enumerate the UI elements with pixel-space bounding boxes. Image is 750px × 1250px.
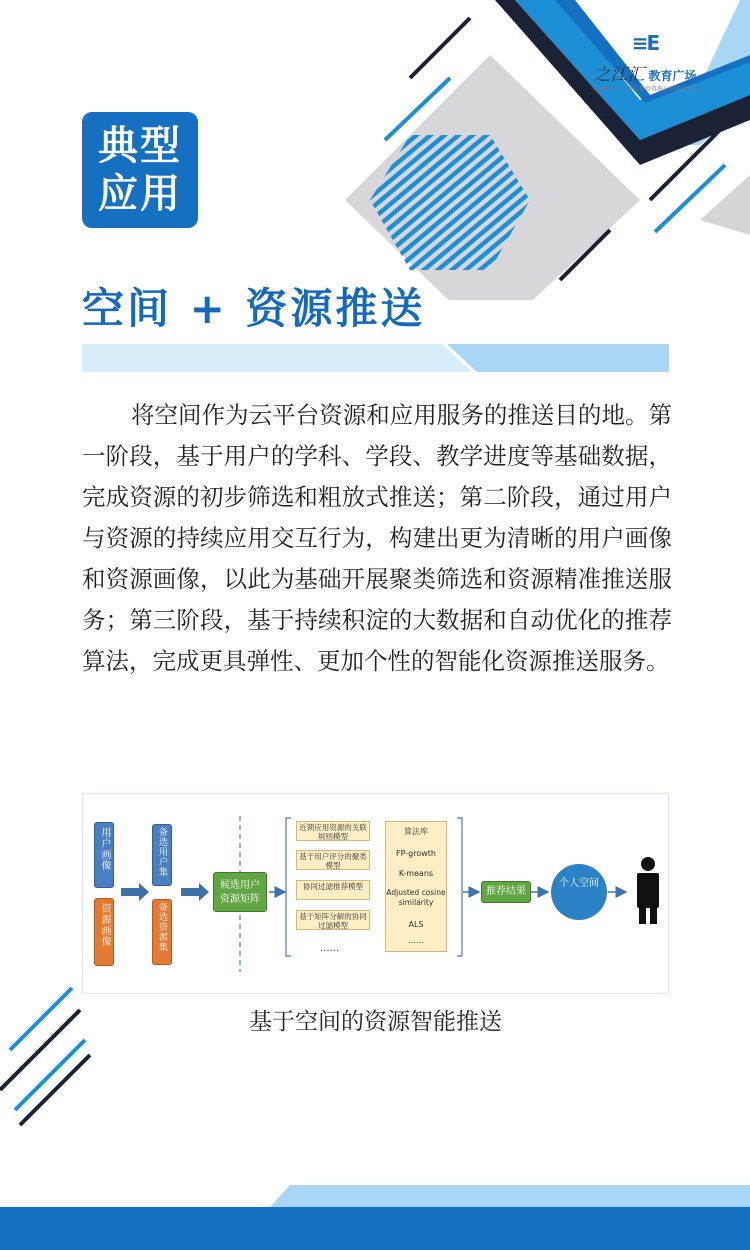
models-more: ...... <box>320 943 340 954</box>
algo-title: 算法库 <box>404 827 428 836</box>
personal-space-label: 个人空间 <box>559 878 599 889</box>
diagram-caption: 基于空间的资源智能推送 <box>249 1009 502 1035</box>
blue-footer-band <box>0 1207 750 1250</box>
body-paragraph: 将空间作为云平台资源和应用服务的推送目的地。第一阶段，基于用户的学科、学段、教学进度等基础数据，完成资源的初步筛选和粗放式推送；第二阶段，通过用户与资源的持续应用交互行为，构建出更为清晰的用户画像和资源画像，以此为基础开展聚类筛选和资源精准推送服务；第三阶段，基于持续积淀的大数据和自动优化的推荐算法，完成更具弹性、更加个性的智能化资源推送服务。 <box>82 401 672 675</box>
candidate-resources-box <box>152 899 172 965</box>
algo-item: K-means <box>398 869 434 878</box>
logo-mark-icon: ≡E <box>631 31 659 55</box>
navy-line <box>20 1055 90 1125</box>
user-portrait-box <box>94 822 114 888</box>
candidate-users-box <box>152 824 172 886</box>
badge-line-2: 应用 <box>98 171 182 217</box>
algorithm-library-box <box>385 821 447 952</box>
blue-line <box>15 1040 85 1110</box>
title-underline-bar <box>82 344 669 372</box>
model-box-1: 近期应用资源的关联规则模型 <box>296 821 370 841</box>
badge-line-1: 典型 <box>98 123 182 169</box>
recommendation-result-box: 推荐结果 <box>481 881 531 903</box>
arrow-icon <box>181 883 209 901</box>
model-box-3: 协同过滤推荐模型 <box>296 880 370 900</box>
bottom-decoration <box>0 980 750 1250</box>
logo-script-name: 之江汇 <box>593 65 645 85</box>
logo-name: 教育广场 <box>648 69 697 83</box>
algo-item: Adjusted cosine similarity <box>386 888 446 907</box>
algo-item: ...... <box>408 936 424 945</box>
recommendation-diagram <box>82 793 669 994</box>
resource-portrait-box <box>94 898 114 966</box>
candidate-users-label: 备选用户集 <box>157 827 167 877</box>
arrow-icon <box>121 883 149 901</box>
logo-tagline: 中国教育云 · 浙江教育资源公共服务平台 <box>591 86 699 93</box>
logo <box>560 32 730 102</box>
resource-portrait-label: 资源画像 <box>99 903 110 947</box>
light-blue-footer-band <box>270 1185 750 1207</box>
left-bracket <box>286 818 291 956</box>
user-portrait-label: 用户画像 <box>99 827 110 871</box>
algo-item: ALS <box>408 920 424 929</box>
logo-row <box>560 60 730 85</box>
person-icon <box>637 857 659 924</box>
right-bracket <box>457 818 462 956</box>
personal-space-circle <box>551 864 607 920</box>
algo-item: FP-growth <box>396 849 436 858</box>
model-box-2: 基于用户评分的聚类模型 <box>296 850 370 870</box>
blue-line <box>10 988 72 1050</box>
candidate-matrix-box: 候选用户资源矩阵 <box>213 872 267 912</box>
category-badge <box>82 112 198 228</box>
model-box-4: 基于矩阵分解的协同过滤模型 <box>296 910 370 930</box>
navy-line <box>410 18 470 78</box>
candidate-resources-label: 备选资源集 <box>157 902 167 952</box>
section-title: 空间 + 资源推送 <box>82 284 426 333</box>
